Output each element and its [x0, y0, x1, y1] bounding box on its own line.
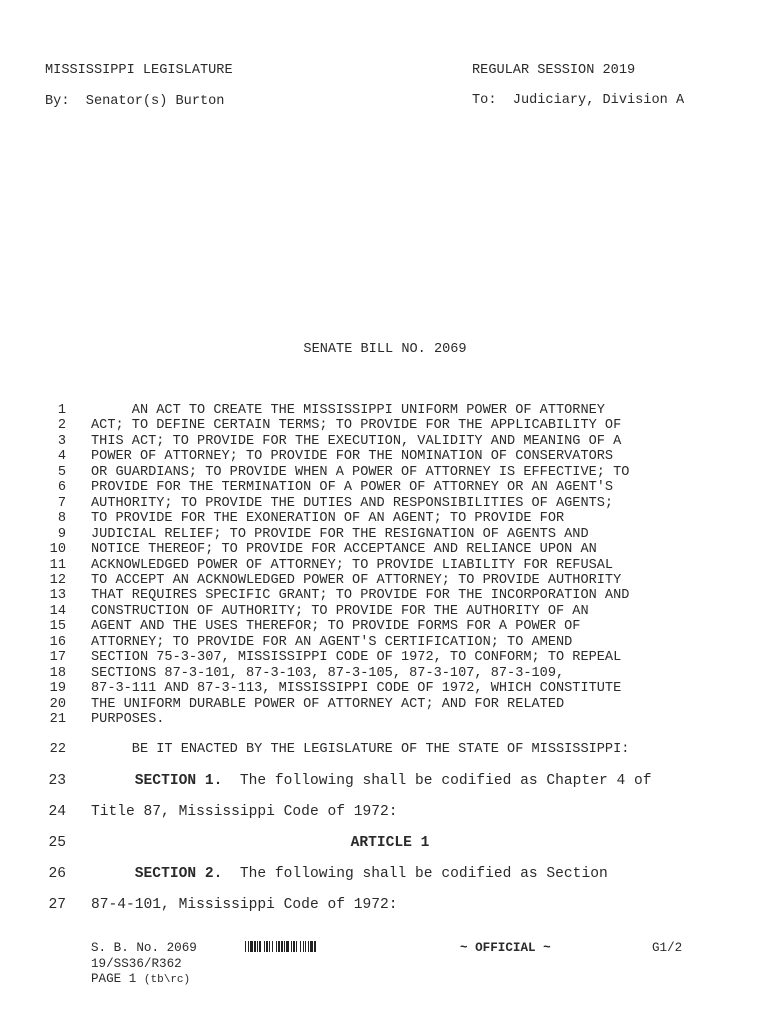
line-text: PURPOSES.: [91, 712, 165, 727]
line-text: SECTION 75-3-307, MISSISSIPPI CODE OF 1972, TO CONFORM; TO REPEAL: [91, 650, 622, 666]
bill-title: SENATE BILL NO. 2069: [303, 342, 467, 357]
line-text: The following shall be codified as Section: [222, 866, 608, 882]
line-text: THAT REQUIRES SPECIFIC GRANT; TO PROVIDE FOR THE INCORPORATION AND: [91, 588, 630, 604]
footer-doc-id: 19/SS36/R362: [91, 957, 182, 971]
line-text: AUTHORITY; TO PROVIDE THE DUTIES AND RESPONSIBILITIES OF AGENTS;: [91, 495, 614, 511]
line-27: 87-4-101, Mississippi Code of 1972:: [91, 897, 398, 913]
line-text: 87-3-111 AND 87-3-113, MISSISSIPPI CODE OF 1972, WHICH CONSTITUTE: [91, 681, 622, 697]
committee-line: To: Judiciary, Division A: [472, 93, 685, 108]
line-number: 27: [48, 897, 66, 913]
line-number: 14: [49, 603, 66, 619]
line-text: TO PROVIDE FOR THE EXONERATION OF AN AGENT; TO PROVIDE FOR: [91, 511, 565, 527]
line-number: 5: [57, 464, 66, 480]
line-number: 10: [49, 542, 66, 558]
line-number: 17: [49, 650, 66, 666]
line-text: SECTIONS 87-3-101, 87-3-103, 87-3-105, 87-3-107, 87-3-109,: [91, 665, 565, 681]
line-number: 19: [49, 681, 66, 697]
footer-code: G1/2: [652, 941, 683, 955]
line-text: TO ACCEPT AN ACKNOWLEDGED POWER OF ATTORNEY; TO PROVIDE AUTHORITY: [91, 572, 622, 588]
line-number: 2: [57, 418, 66, 434]
line-text: BE IT ENACTED BY THE LEGISLATURE OF THE STATE OF MISSISSIPPI:: [91, 742, 630, 757]
session-label: REGULAR SESSION 2019: [472, 63, 636, 78]
line-text: ACT; TO DEFINE CERTAIN TERMS; TO PROVIDE FOR THE APPLICABILITY OF: [91, 418, 622, 434]
line-number: 9: [57, 526, 66, 542]
line-number: 8: [57, 511, 66, 527]
line-26: [91, 866, 608, 882]
line-text: POWER OF ATTORNEY; TO PROVIDE FOR THE NOMINATION OF CONSERVATORS: [91, 449, 614, 465]
line-text: AGENT AND THE USES THEREFOR; TO PROVIDE FORMS FOR A POWER OF: [91, 619, 581, 635]
page-number: PAGE 1: [91, 972, 137, 986]
line-number: 11: [49, 557, 66, 573]
line-number: 23: [48, 773, 66, 789]
footer-page: [91, 972, 190, 989]
line-text: NOTICE THEREOF; TO PROVIDE FOR ACCEPTANCE AND RELIANCE UPON AN: [91, 542, 597, 558]
barcode-bar: [316, 941, 317, 952]
sponsor-line: By: Senator(s) Burton: [45, 94, 225, 109]
line-number: 7: [57, 495, 66, 511]
line-text: THIS ACT; TO PROVIDE FOR THE EXECUTION, VALIDITY AND MEANING OF A: [91, 433, 622, 449]
line-text: CONSTRUCTION OF AUTHORITY; TO PROVIDE FOR THE AUTHORITY OF AN: [91, 603, 589, 619]
line-number: 13: [49, 588, 66, 604]
line-text: OR GUARDIANS; TO PROVIDE WHEN A POWER OF ATTORNEY IS EFFECTIVE; TO: [91, 464, 630, 480]
barcode-image: [245, 941, 357, 952]
line-text: The following shall be codified as Chapter 4 of: [222, 773, 652, 789]
line-number: 3: [57, 433, 66, 449]
line-text: PROVIDE FOR THE TERMINATION OF A POWER OF ATTORNEY OR AN AGENT'S: [91, 480, 614, 496]
line-number: 20: [49, 696, 66, 712]
line-number: 4: [57, 449, 66, 465]
line-24: Title 87, Mississippi Code of 1972:: [91, 804, 398, 820]
line-text: JUDICIAL RELIEF; TO PROVIDE FOR THE RESIGNATION OF AGENTS AND: [91, 526, 589, 542]
legislature-name: MISSISSIPPI LEGISLATURE: [45, 63, 233, 78]
line-text: THE UNIFORM DURABLE POWER OF ATTORNEY ACT; AND FOR RELATED: [91, 696, 565, 712]
line-number: 24: [48, 804, 66, 820]
footer-bill-ref: S. B. No. 2069: [91, 941, 197, 955]
line-number: 25: [48, 835, 66, 851]
line-number: 6: [57, 480, 66, 496]
section-heading: SECTION 2.: [134, 866, 223, 882]
typist-initials: (tb\rc): [143, 974, 191, 986]
line-text: ATTORNEY; TO PROVIDE FOR AN AGENT'S CERTIFICATION; TO AMEND: [91, 634, 573, 650]
line-23: [91, 773, 652, 789]
official-label: ~ OFFICIAL ~: [460, 941, 551, 955]
line-number: 12: [49, 572, 66, 588]
article-heading: ARTICLE 1: [350, 835, 430, 851]
line-number: 18: [49, 665, 66, 681]
line-number: 22: [49, 742, 66, 757]
line-number: 16: [49, 634, 66, 650]
line-text: AN ACT TO CREATE THE MISSISSIPPI UNIFORM POWER OF ATTORNEY: [91, 403, 605, 418]
line-text: ACKNOWLEDGED POWER OF ATTORNEY; TO PROVIDE LIABILITY FOR REFUSAL: [91, 557, 614, 573]
section-heading: SECTION 1.: [134, 773, 223, 789]
line-number: 26: [48, 866, 66, 882]
line-number: 15: [49, 619, 66, 635]
line-number: 21: [49, 712, 66, 727]
line-number: 1: [57, 403, 66, 418]
